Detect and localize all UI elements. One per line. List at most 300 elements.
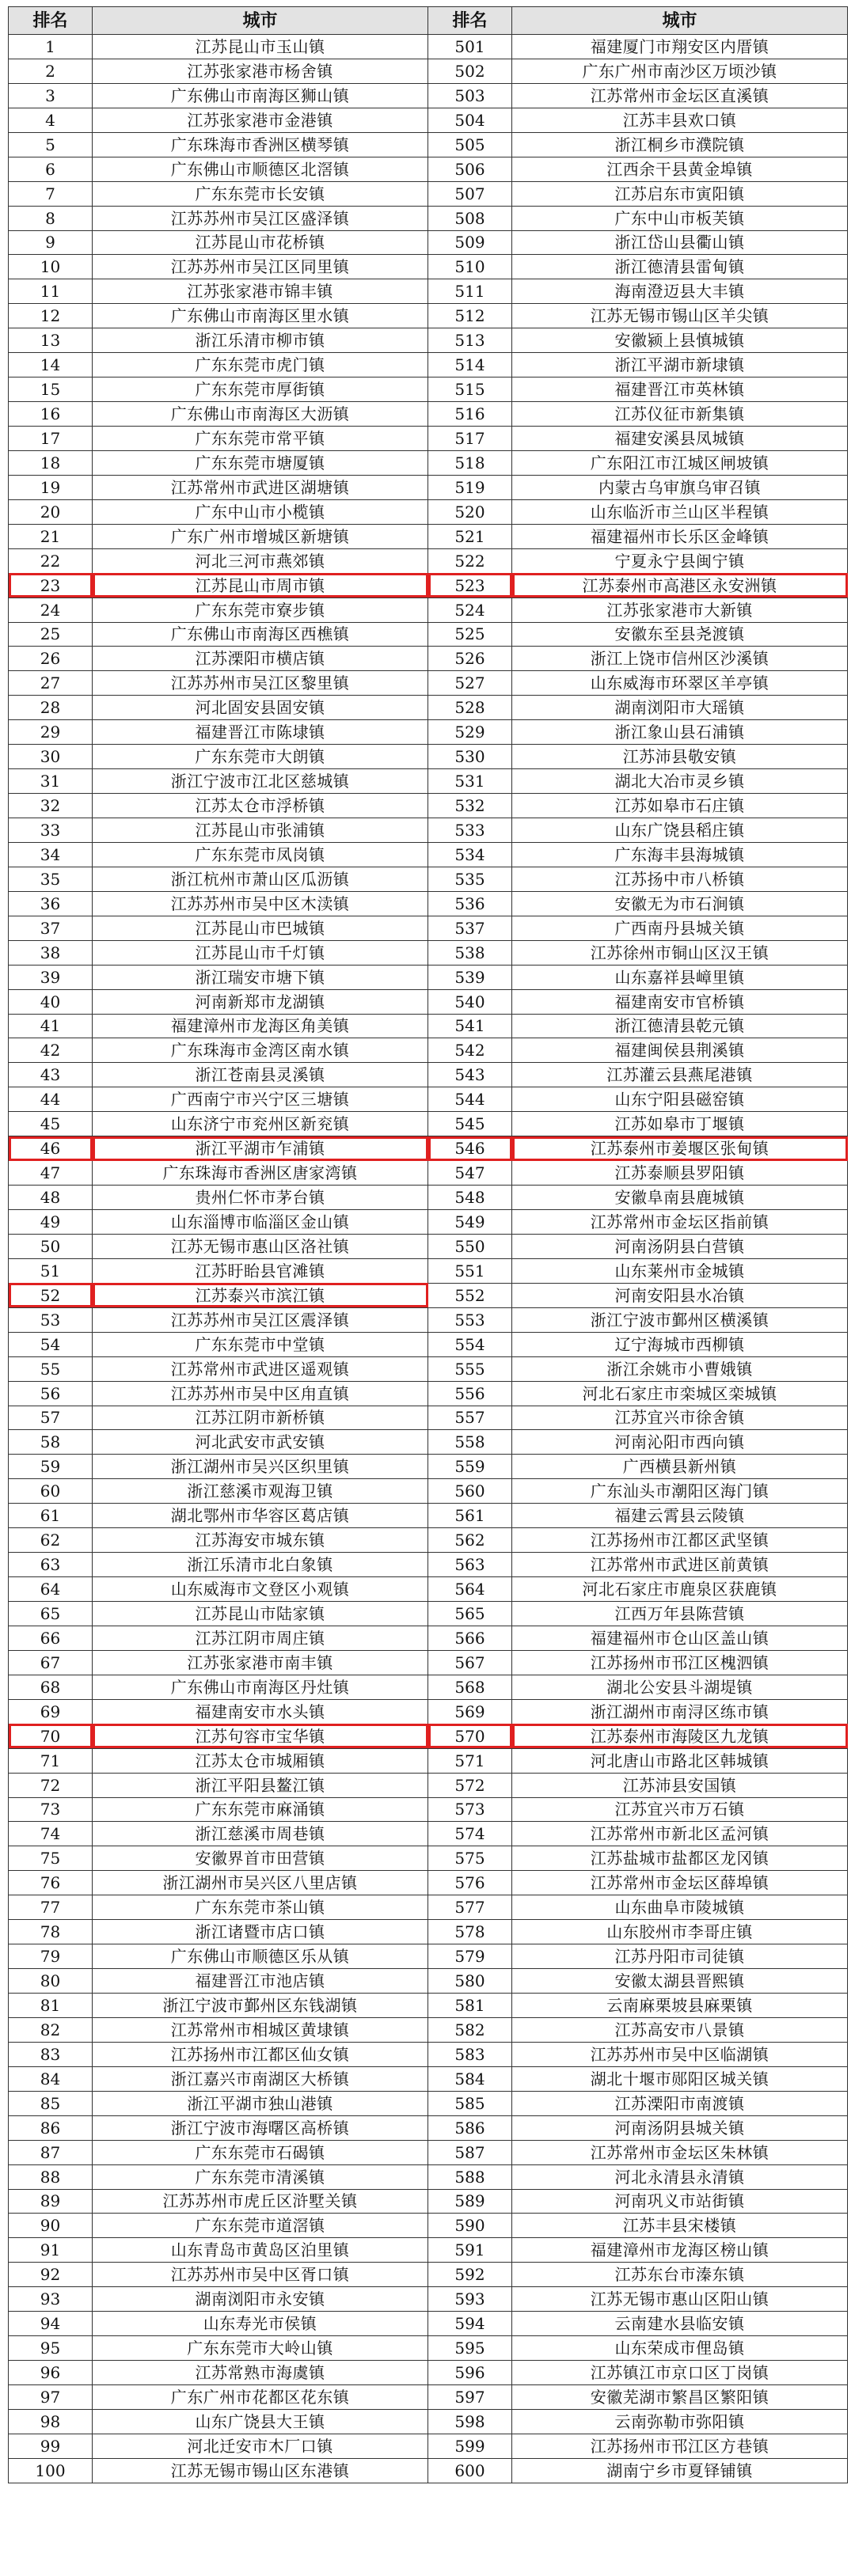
rank-cell-left: 26 [9, 647, 93, 671]
rank-cell-left: 87 [9, 2140, 93, 2164]
city-cell-right: 浙江桐乡市濮院镇 [512, 132, 848, 157]
city-cell-left: 浙江苍南县灵溪镇 [93, 1063, 428, 1087]
city-cell-right: 江西余干县黄金埠镇 [512, 157, 848, 181]
city-cell-right: 江苏泰顺县罗阳镇 [512, 1161, 848, 1186]
city-cell-right: 浙江岱山县衢山镇 [512, 230, 848, 255]
rank-cell-right: 599 [428, 2434, 512, 2458]
table-row [9, 304, 848, 328]
table-row [9, 181, 848, 206]
city-cell-right: 浙江湖州市南浔区练市镇 [512, 1699, 848, 1724]
rank-cell-left: 65 [9, 1602, 93, 1626]
city-cell-left: 江苏句容市宝华镇 [93, 1724, 428, 1748]
rank-cell-left: 44 [9, 1087, 93, 1112]
rank-cell-right: 530 [428, 745, 512, 769]
rank-cell-left: 85 [9, 2091, 93, 2115]
rank-cell-right: 548 [428, 1186, 512, 1210]
city-cell-right: 安徽东至县尧渡镇 [512, 622, 848, 647]
city-cell-left: 广东东莞市道滘镇 [93, 2214, 428, 2238]
table-row [9, 353, 848, 377]
rank-cell-right: 595 [428, 2336, 512, 2361]
city-cell-left: 山东济宁市兖州区新兖镇 [93, 1112, 428, 1136]
city-cell-left: 江苏常州市相城区黄埭镇 [93, 2017, 428, 2042]
rank-cell-right: 547 [428, 1161, 512, 1186]
rank-cell-left: 92 [9, 2263, 93, 2287]
rank-cell-right: 574 [428, 1822, 512, 1846]
rank-cell-right: 569 [428, 1699, 512, 1724]
city-cell-left: 江苏无锡市惠山区洛社镇 [93, 1234, 428, 1258]
city-cell-right: 江苏常州市金坛区朱林镇 [512, 2140, 848, 2164]
city-cell-left: 广东东莞市大朗镇 [93, 745, 428, 769]
rank-cell-right: 598 [428, 2409, 512, 2434]
city-cell-right: 江苏丰县宋楼镇 [512, 2214, 848, 2238]
rank-cell-left: 70 [9, 1724, 93, 1748]
city-cell-left: 江苏苏州市吴江区同里镇 [93, 255, 428, 279]
rank-cell-left: 5 [9, 132, 93, 157]
rank-cell-right: 589 [428, 2189, 512, 2214]
city-cell-right: 河北唐山市路北区韩城镇 [512, 1748, 848, 1773]
table-row [9, 402, 848, 427]
rank-cell-left: 21 [9, 524, 93, 548]
city-cell-right: 福建福州市长乐区金峰镇 [512, 524, 848, 548]
city-cell-right: 江苏扬州市邗江区方巷镇 [512, 2434, 848, 2458]
table-row [9, 1577, 848, 1602]
table-row [9, 1283, 848, 1307]
table-row [9, 842, 848, 867]
rank-cell-right: 532 [428, 794, 512, 818]
city-cell-left: 浙江嘉兴市南湖区大桥镇 [93, 2066, 428, 2091]
table-row [9, 1186, 848, 1210]
rank-cell-right: 534 [428, 842, 512, 867]
city-cell-right: 山东威海市环翠区羊亭镇 [512, 671, 848, 696]
table-row [9, 818, 848, 843]
rank-cell-left: 4 [9, 108, 93, 132]
rank-cell-right: 557 [428, 1406, 512, 1430]
table-row [9, 1650, 848, 1675]
rank-cell-right: 566 [428, 1626, 512, 1650]
table-row [9, 1136, 848, 1161]
rank-cell-left: 97 [9, 2385, 93, 2410]
city-cell-right: 广东海丰县海城镇 [512, 842, 848, 867]
rank-cell-left: 82 [9, 2017, 93, 2042]
rank-cell-left: 24 [9, 598, 93, 622]
rank-cell-left: 20 [9, 499, 93, 524]
city-cell-left: 湖北鄂州市华容区葛店镇 [93, 1504, 428, 1528]
city-cell-right: 山东莱州市金城镇 [512, 1258, 848, 1283]
table-row [9, 2409, 848, 2434]
rank-cell-left: 45 [9, 1112, 93, 1136]
table-row [9, 1626, 848, 1650]
rank-cell-left: 13 [9, 328, 93, 353]
rank-cell-right: 542 [428, 1038, 512, 1063]
table-row [9, 2287, 848, 2312]
rank-cell-left: 54 [9, 1332, 93, 1356]
rank-cell-left: 64 [9, 1577, 93, 1602]
city-cell-left: 浙江平阳县鳌江镇 [93, 1773, 428, 1797]
rank-cell-right: 523 [428, 573, 512, 598]
city-cell-left: 广东东莞市长安镇 [93, 181, 428, 206]
rank-cell-right: 583 [428, 2042, 512, 2066]
city-cell-right: 江苏如皋市石庄镇 [512, 794, 848, 818]
rank-cell-right: 563 [428, 1553, 512, 1577]
city-cell-right: 山东荣成市俚岛镇 [512, 2336, 848, 2361]
city-cell-left: 广东广州市花都区花东镇 [93, 2385, 428, 2410]
city-cell-left: 广东东莞市清溪镇 [93, 2164, 428, 2189]
rank-cell-right: 561 [428, 1504, 512, 1528]
header-city-left: 城市 [93, 7, 428, 35]
rank-cell-right: 540 [428, 989, 512, 1014]
city-cell-right: 山东广饶县稻庄镇 [512, 818, 848, 843]
city-cell-right: 云南麻栗坡县麻栗镇 [512, 1994, 848, 2018]
city-cell-left: 江苏苏州市吴中区甪直镇 [93, 1381, 428, 1406]
rank-cell-right: 565 [428, 1602, 512, 1626]
city-cell-right: 湖南宁乡市夏铎铺镇 [512, 2458, 848, 2483]
rank-cell-right: 552 [428, 1283, 512, 1307]
rank-cell-right: 562 [428, 1528, 512, 1553]
city-cell-right: 河南巩义市站街镇 [512, 2189, 848, 2214]
city-cell-right: 江苏扬中市八桥镇 [512, 867, 848, 891]
city-cell-right: 广西南丹县城关镇 [512, 916, 848, 940]
rank-cell-right: 510 [428, 255, 512, 279]
rank-cell-left: 42 [9, 1038, 93, 1063]
city-cell-left: 广东东莞市茶山镇 [93, 1895, 428, 1920]
rank-cell-right: 580 [428, 1969, 512, 1994]
city-cell-right: 福建漳州市龙海区榜山镇 [512, 2238, 848, 2263]
rank-cell-right: 507 [428, 181, 512, 206]
table-row [9, 1161, 848, 1186]
rank-cell-left: 72 [9, 1773, 93, 1797]
rank-cell-left: 6 [9, 157, 93, 181]
rank-cell-right: 573 [428, 1797, 512, 1822]
rank-cell-right: 575 [428, 1846, 512, 1871]
rank-cell-left: 40 [9, 989, 93, 1014]
table-row [9, 2458, 848, 2483]
city-cell-left: 广东东莞市虎门镇 [93, 353, 428, 377]
city-cell-left: 广东东莞市大岭山镇 [93, 2336, 428, 2361]
table-row [9, 1748, 848, 1773]
table-row [9, 1356, 848, 1381]
city-cell-left: 江苏张家港市杨舍镇 [93, 59, 428, 83]
rank-cell-right: 519 [428, 475, 512, 499]
rank-cell-left: 83 [9, 2042, 93, 2066]
city-cell-right: 湖北公安县斗湖堤镇 [512, 1675, 848, 1699]
rank-cell-left: 94 [9, 2312, 93, 2336]
table-row [9, 598, 848, 622]
city-cell-left: 江苏昆山市花桥镇 [93, 230, 428, 255]
city-cell-left: 江苏张家港市南丰镇 [93, 1650, 428, 1675]
rank-cell-right: 556 [428, 1381, 512, 1406]
city-cell-right: 福建安溪县凤城镇 [512, 427, 848, 451]
rank-cell-left: 8 [9, 206, 93, 230]
rank-cell-right: 560 [428, 1479, 512, 1504]
city-cell-right: 江西万年县陈营镇 [512, 1602, 848, 1626]
rank-cell-left: 95 [9, 2336, 93, 2361]
city-cell-right: 山东曲阜市陵城镇 [512, 1895, 848, 1920]
table-row [9, 2091, 848, 2115]
city-cell-left: 江苏苏州市吴江区震泽镇 [93, 1307, 428, 1332]
city-cell-left: 浙江平湖市乍浦镇 [93, 1136, 428, 1161]
city-cell-left: 福建晋江市陈埭镇 [93, 720, 428, 745]
rank-cell-right: 584 [428, 2066, 512, 2091]
rank-cell-right: 526 [428, 647, 512, 671]
city-cell-left: 河南新郑市龙湖镇 [93, 989, 428, 1014]
city-cell-left: 江苏苏州市吴江区黎里镇 [93, 671, 428, 696]
table-row [9, 1234, 848, 1258]
rank-cell-left: 90 [9, 2214, 93, 2238]
rank-cell-left: 32 [9, 794, 93, 818]
city-cell-left: 江苏张家港市锦丰镇 [93, 279, 428, 304]
city-cell-left: 浙江宁波市海曙区高桥镇 [93, 2115, 428, 2140]
rank-cell-left: 69 [9, 1699, 93, 1724]
city-cell-left: 江苏海安市城东镇 [93, 1528, 428, 1553]
table-row [9, 2336, 848, 2361]
table-row [9, 450, 848, 475]
rank-cell-left: 71 [9, 1748, 93, 1773]
rank-cell-left: 2 [9, 59, 93, 83]
city-cell-right: 江苏宜兴市徐舍镇 [512, 1406, 848, 1430]
city-cell-right: 云南建水县临安镇 [512, 2312, 848, 2336]
city-cell-right: 江苏如皋市丁堰镇 [512, 1112, 848, 1136]
city-cell-left: 浙江湖州市吴兴区八里店镇 [93, 1871, 428, 1895]
rank-cell-right: 508 [428, 206, 512, 230]
city-cell-left: 浙江平湖市独山港镇 [93, 2091, 428, 2115]
rank-cell-left: 37 [9, 916, 93, 940]
city-cell-right: 湖南浏阳市大瑶镇 [512, 696, 848, 720]
city-cell-right: 山东胶州市李哥庄镇 [512, 1920, 848, 1944]
city-cell-left: 广东珠海市金湾区南水镇 [93, 1038, 428, 1063]
city-cell-left: 山东威海市文登区小观镇 [93, 1577, 428, 1602]
city-cell-left: 广东佛山市顺德区北滘镇 [93, 157, 428, 181]
rank-cell-left: 11 [9, 279, 93, 304]
table-row [9, 1258, 848, 1283]
table-row [9, 1920, 848, 1944]
rank-cell-right: 520 [428, 499, 512, 524]
rank-cell-left: 58 [9, 1430, 93, 1455]
city-cell-right: 江苏沛县敬安镇 [512, 745, 848, 769]
city-cell-right: 江苏泰州市高港区永安洲镇 [512, 573, 848, 598]
city-cell-left: 江苏常州市武进区遥观镇 [93, 1356, 428, 1381]
city-cell-right: 浙江宁波市鄞州区横溪镇 [512, 1307, 848, 1332]
rank-cell-left: 31 [9, 769, 93, 794]
table-row [9, 1332, 848, 1356]
rank-cell-left: 47 [9, 1161, 93, 1186]
rank-cell-left: 27 [9, 671, 93, 696]
city-cell-right: 安徽阜南县鹿城镇 [512, 1186, 848, 1210]
rank-cell-left: 93 [9, 2287, 93, 2312]
rank-cell-left: 16 [9, 402, 93, 427]
rank-cell-left: 41 [9, 1014, 93, 1038]
rank-cell-left: 79 [9, 1944, 93, 1969]
city-cell-left: 江苏无锡市锡山区东港镇 [93, 2458, 428, 2483]
rank-cell-right: 572 [428, 1773, 512, 1797]
city-cell-right: 内蒙古乌审旗乌审召镇 [512, 475, 848, 499]
city-cell-right: 湖北大冶市灵乡镇 [512, 769, 848, 794]
table-row [9, 2164, 848, 2189]
city-cell-right: 江苏无锡市惠山区阳山镇 [512, 2287, 848, 2312]
table-row [9, 2115, 848, 2140]
table-row [9, 2140, 848, 2164]
table-row [9, 1307, 848, 1332]
city-cell-left: 广东东莞市麻涌镇 [93, 1797, 428, 1822]
rank-cell-right: 592 [428, 2263, 512, 2287]
city-cell-right: 河南汤阴县白营镇 [512, 1234, 848, 1258]
table-row [9, 2189, 848, 2214]
rank-cell-left: 3 [9, 83, 93, 108]
city-cell-right: 江苏张家港市大新镇 [512, 598, 848, 622]
rank-cell-left: 100 [9, 2458, 93, 2483]
city-cell-right: 湖北十堰市郧阳区城关镇 [512, 2066, 848, 2091]
table-row [9, 916, 848, 940]
city-cell-left: 浙江瑞安市塘下镇 [93, 965, 428, 989]
rank-cell-right: 577 [428, 1895, 512, 1920]
rank-cell-right: 588 [428, 2164, 512, 2189]
city-cell-right: 江苏仪征市新集镇 [512, 402, 848, 427]
city-cell-right: 福建闽侯县荆溪镇 [512, 1038, 848, 1063]
table-row [9, 1210, 848, 1235]
rank-cell-right: 535 [428, 867, 512, 891]
city-cell-right: 辽宁海城市西柳镇 [512, 1332, 848, 1356]
rank-cell-right: 504 [428, 108, 512, 132]
rank-cell-right: 501 [428, 35, 512, 59]
city-cell-left: 广东珠海市香洲区横琴镇 [93, 132, 428, 157]
city-cell-left: 江苏苏州市吴江区盛泽镇 [93, 206, 428, 230]
rank-cell-right: 582 [428, 2017, 512, 2042]
table-row [9, 2312, 848, 2336]
rank-cell-right: 600 [428, 2458, 512, 2483]
table-row [9, 108, 848, 132]
table-row [9, 745, 848, 769]
city-cell-left: 贵州仁怀市茅台镇 [93, 1186, 428, 1210]
city-cell-left: 安徽界首市田营镇 [93, 1846, 428, 1871]
rank-cell-left: 84 [9, 2066, 93, 2091]
table-row [9, 573, 848, 598]
table-row [9, 2066, 848, 2091]
rank-cell-right: 586 [428, 2115, 512, 2140]
rank-cell-right: 587 [428, 2140, 512, 2164]
rank-cell-left: 48 [9, 1186, 93, 1210]
rank-cell-left: 28 [9, 696, 93, 720]
city-cell-left: 江苏昆山市玉山镇 [93, 35, 428, 59]
rank-cell-right: 505 [428, 132, 512, 157]
city-cell-left: 广东佛山市顺德区乐从镇 [93, 1944, 428, 1969]
city-cell-right: 安徽无为市石涧镇 [512, 891, 848, 916]
city-cell-left: 浙江湖州市吴兴区织里镇 [93, 1455, 428, 1479]
city-cell-left: 江苏张家港市金港镇 [93, 108, 428, 132]
table-row [9, 891, 848, 916]
rank-cell-right: 558 [428, 1430, 512, 1455]
table-row [9, 35, 848, 59]
city-cell-left: 河北固安县固安镇 [93, 696, 428, 720]
rank-cell-left: 59 [9, 1455, 93, 1479]
rank-cell-right: 537 [428, 916, 512, 940]
rank-cell-left: 35 [9, 867, 93, 891]
city-cell-right: 海南澄迈县大丰镇 [512, 279, 848, 304]
city-cell-left: 广东东莞市塘厦镇 [93, 450, 428, 475]
rank-cell-right: 524 [428, 598, 512, 622]
table-row [9, 1087, 848, 1112]
city-cell-right: 江苏徐州市铜山区汉王镇 [512, 940, 848, 965]
city-cell-right: 江苏扬州市邗江区槐泗镇 [512, 1650, 848, 1675]
table-row [9, 2214, 848, 2238]
rank-cell-left: 98 [9, 2409, 93, 2434]
city-cell-left: 浙江乐清市柳市镇 [93, 328, 428, 353]
city-cell-right: 浙江平湖市新埭镇 [512, 353, 848, 377]
city-cell-right: 安徽颍上县慎城镇 [512, 328, 848, 353]
rank-cell-left: 81 [9, 1994, 93, 2018]
city-cell-left: 广东东莞市石碣镇 [93, 2140, 428, 2164]
city-cell-right: 江苏泰州市姜堰区张甸镇 [512, 1136, 848, 1161]
table-row [9, 940, 848, 965]
rank-cell-left: 17 [9, 427, 93, 451]
city-cell-left: 山东淄博市临淄区金山镇 [93, 1210, 428, 1235]
rank-cell-left: 73 [9, 1797, 93, 1822]
rank-cell-left: 61 [9, 1504, 93, 1528]
rank-cell-right: 591 [428, 2238, 512, 2263]
rank-cell-left: 34 [9, 842, 93, 867]
rank-cell-left: 36 [9, 891, 93, 916]
city-cell-left: 江苏常州市武进区湖塘镇 [93, 475, 428, 499]
table-row [9, 59, 848, 83]
city-cell-left: 山东寿光市侯镇 [93, 2312, 428, 2336]
city-cell-left: 江苏昆山市陆家镇 [93, 1602, 428, 1626]
rank-cell-right: 511 [428, 279, 512, 304]
rank-cell-left: 99 [9, 2434, 93, 2458]
rank-cell-right: 531 [428, 769, 512, 794]
table-row [9, 2361, 848, 2385]
rank-cell-right: 576 [428, 1871, 512, 1895]
table-row [9, 1773, 848, 1797]
rank-cell-left: 67 [9, 1650, 93, 1675]
city-cell-right: 浙江象山县石浦镇 [512, 720, 848, 745]
rank-cell-right: 593 [428, 2287, 512, 2312]
city-cell-right: 山东嘉祥县嶂里镇 [512, 965, 848, 989]
rank-cell-right: 509 [428, 230, 512, 255]
city-cell-left: 广东东莞市常平镇 [93, 427, 428, 451]
table-row [9, 524, 848, 548]
city-cell-left: 江苏苏州市吴中区胥口镇 [93, 2263, 428, 2287]
table-row [9, 1063, 848, 1087]
table-row [9, 1430, 848, 1455]
city-cell-left: 广东佛山市南海区里水镇 [93, 304, 428, 328]
city-cell-right: 浙江上饶市信州区沙溪镇 [512, 647, 848, 671]
city-cell-left: 江苏苏州市吴中区木渎镇 [93, 891, 428, 916]
rank-cell-left: 46 [9, 1136, 93, 1161]
rank-cell-left: 22 [9, 548, 93, 573]
city-cell-right: 河北石家庄市栾城区栾城镇 [512, 1381, 848, 1406]
table-row [9, 989, 848, 1014]
rank-cell-right: 515 [428, 377, 512, 402]
city-cell-left: 浙江宁波市江北区慈城镇 [93, 769, 428, 794]
rank-cell-left: 52 [9, 1283, 93, 1307]
table-row [9, 867, 848, 891]
city-cell-left: 江苏昆山市张浦镇 [93, 818, 428, 843]
city-cell-left: 广东佛山市南海区西樵镇 [93, 622, 428, 647]
rank-cell-right: 543 [428, 1063, 512, 1087]
rank-cell-right: 529 [428, 720, 512, 745]
city-cell-left: 广东佛山市南海区狮山镇 [93, 83, 428, 108]
rank-cell-right: 564 [428, 1577, 512, 1602]
city-cell-left: 福建晋江市池店镇 [93, 1969, 428, 1994]
table-row [9, 1944, 848, 1969]
table-row [9, 1699, 848, 1724]
table-row [9, 1675, 848, 1699]
table-row [9, 1504, 848, 1528]
rank-cell-right: 545 [428, 1112, 512, 1136]
table-row [9, 377, 848, 402]
rank-cell-right: 506 [428, 157, 512, 181]
table-row [9, 2385, 848, 2410]
table-row [9, 1112, 848, 1136]
rank-cell-right: 541 [428, 1014, 512, 1038]
